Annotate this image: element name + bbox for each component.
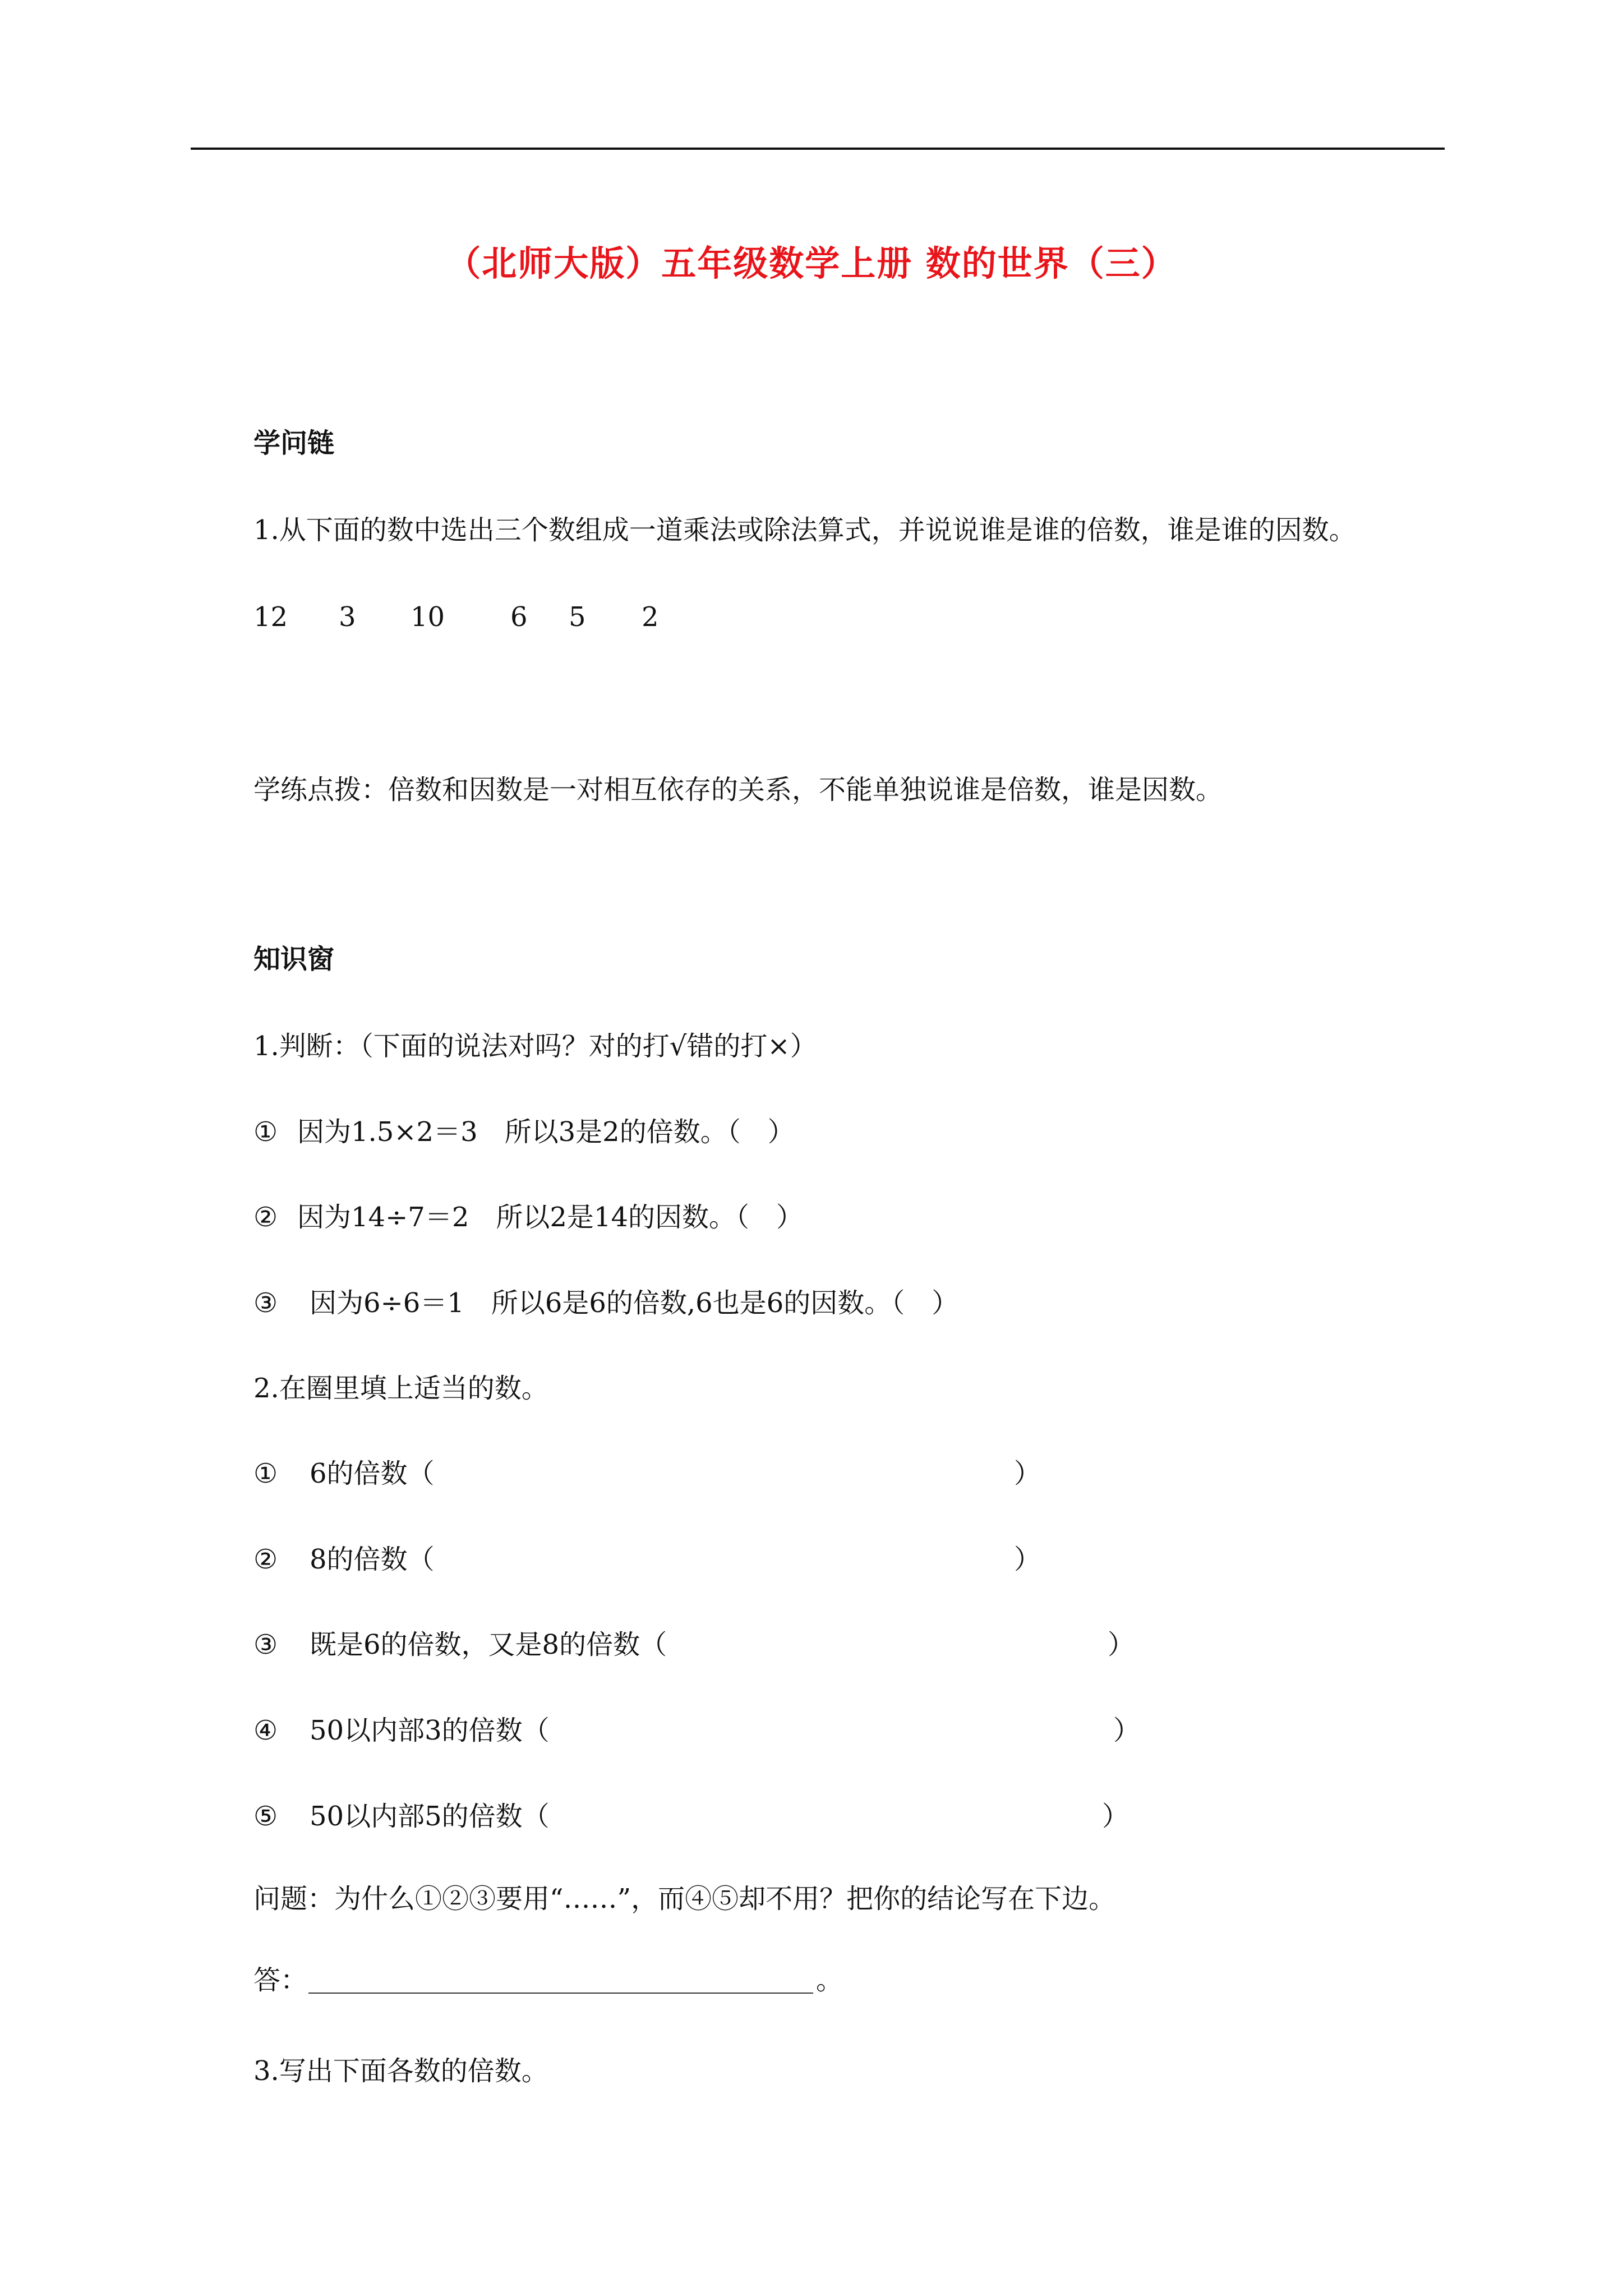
number-item: 2	[642, 601, 659, 633]
judge-question: 1.判断：（下面的说法对吗？对的打√错的打×）	[253, 1030, 817, 1062]
fill-item: 既是6的倍数，又是8的倍数（	[310, 1629, 667, 1660]
answer-blank-line	[308, 1993, 813, 1994]
reflection-question: 问题：为什么①②③要用“……”，而④⑤却不用？把你的结论写在下边。	[253, 1883, 1116, 1915]
judgement-marker: ①	[253, 1116, 278, 1148]
fill-close-paren: ）	[1108, 1629, 1135, 1660]
section-heading-xuewenlian: 学问链	[253, 427, 335, 459]
fill-marker: ④	[253, 1715, 278, 1746]
fill-item: 6的倍数（	[310, 1458, 435, 1489]
document-title: （北师大版）五年级数学上册 数的世界（三）	[446, 243, 1177, 284]
number-item: 10	[411, 601, 445, 633]
fill-marker: ①	[253, 1458, 278, 1489]
number-item: 5	[569, 601, 586, 633]
multiples-question: 3.写出下面各数的倍数。	[253, 2055, 548, 2087]
section-heading-zhishichuang: 知识窗	[253, 944, 335, 975]
fill-close-paren: ）	[1014, 1544, 1041, 1575]
fill-marker: ⑤	[253, 1801, 278, 1832]
number-item: 6	[510, 601, 528, 633]
fill-marker: ②	[253, 1544, 278, 1575]
judgement-marker: ②	[253, 1202, 278, 1233]
fill-close-paren: ）	[1014, 1458, 1041, 1489]
fill-close-paren: ）	[1102, 1801, 1129, 1832]
answer-label: 答：	[253, 1964, 308, 1996]
fill-item: 50以内部3的倍数（	[310, 1715, 550, 1746]
judgement-item: 因为6÷6＝1 所以6是6的倍数,6也是6的因数。（ ）	[310, 1287, 959, 1319]
fill-item: 8的倍数（	[310, 1544, 435, 1575]
number-item: 12	[253, 601, 288, 633]
answer-period: 。	[816, 1964, 843, 1996]
judgement-item: 因为1.5×2＝3 所以3是2的倍数。（ ）	[297, 1116, 795, 1148]
judgement-item: 因为14÷7＝2 所以2是14的因数。（ ）	[297, 1202, 803, 1233]
header-rule	[191, 148, 1445, 150]
judgement-marker: ③	[253, 1287, 278, 1319]
question-1: 1.从下面的数中选出三个数组成一道乘法或除法算式，并说说谁是谁的倍数，谁是谁的因数。	[253, 514, 1356, 546]
fill-question: 2.在圈里填上适当的数。	[253, 1373, 548, 1404]
fill-close-paren: ）	[1113, 1715, 1141, 1746]
fill-item: 50以内部5的倍数（	[310, 1801, 550, 1832]
fill-marker: ③	[253, 1629, 278, 1660]
study-tip: 学练点拨：倍数和因数是一对相互依存的关系，不能单独说谁是倍数，谁是因数。	[253, 774, 1223, 806]
number-item: 3	[339, 601, 356, 633]
